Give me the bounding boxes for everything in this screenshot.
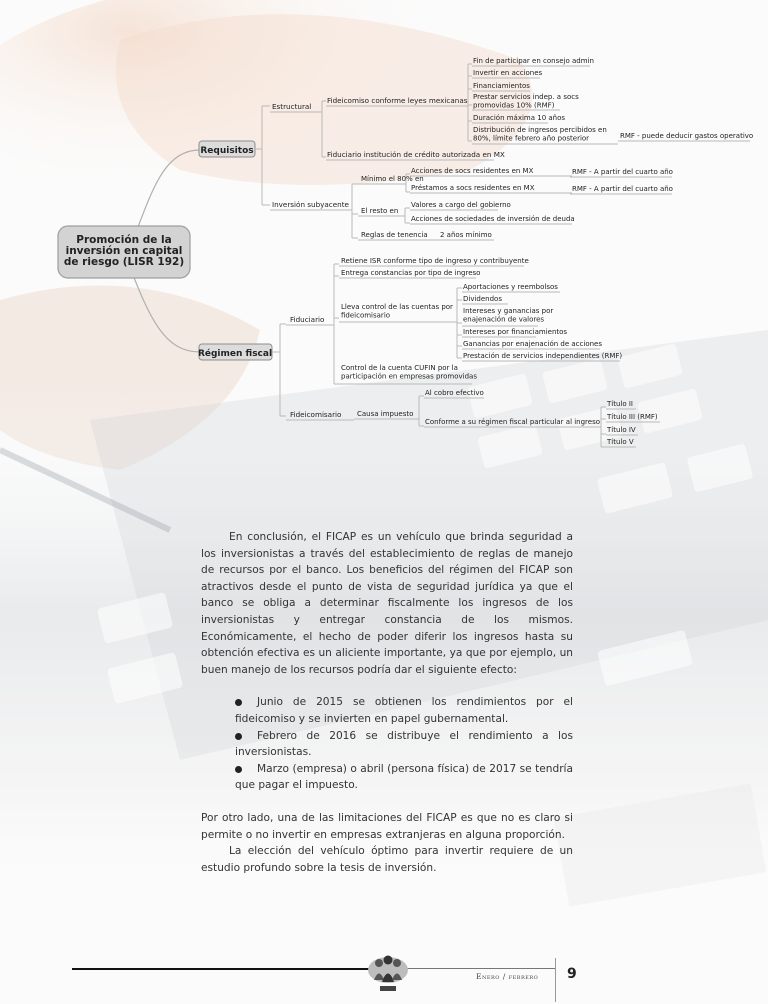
cuenta-item: Aportaciones y reembolsos	[463, 283, 558, 291]
titulo-item: Título IV	[607, 426, 636, 434]
dos-anos: 2 años mínimo	[440, 231, 492, 239]
resto-label: El resto en	[361, 207, 399, 215]
titulo-item: Título III (RMF)	[607, 413, 658, 421]
page-number: 9	[567, 966, 577, 982]
paragraph-limitaciones: Por otro lado, una de las limitaciones del FICAP es que no es claro si permite o no invertir en empresas extranjeras en alguna proporción.	[201, 811, 573, 841]
footer-rule-right	[405, 968, 555, 969]
estructural-item: Distribución de ingresos percibidos en 80%, límite febrero año posterior	[473, 126, 607, 143]
lleva-control: Lleva control de las cuentas por fideicomisario	[341, 303, 453, 320]
causa-impuesto: Causa impuesto	[357, 410, 414, 418]
root-label: Promoción de la inversión en capital de riesgo (LISR 192)	[63, 234, 185, 268]
rmf-cuarto-ano: RMF - A partir del cuarto año	[572, 185, 673, 193]
estructural-item: Invertir en acciones	[473, 69, 543, 77]
titulo-item: Título II	[607, 400, 633, 408]
bullet-icon	[235, 733, 242, 740]
cufin-control: Control de la cuenta CUFIN por la participación en empresas promovidas	[341, 364, 477, 381]
estructural-item: Fin de participar en consejo admin	[473, 57, 594, 65]
requisitos-label: Requisitos	[200, 146, 254, 156]
estructural-item: Financiamientos	[473, 82, 530, 90]
publisher-logo-icon	[366, 950, 410, 998]
minimo-label: Mínimo el 80% en	[361, 175, 424, 183]
regimen-label: Régimen fiscal	[197, 349, 273, 359]
inversion-label: Inversión subyacente	[272, 200, 349, 209]
bullet-item: Febrero de 2016 se distribuye el rendimiento a los inversionistas.	[235, 729, 573, 759]
estructural-label: Estructural	[272, 102, 312, 111]
rmf-note: RMF - puede deducir gastos operativo	[620, 132, 754, 140]
paragraph-conclusion: En conclusión, el FICAP es un vehículo que brinda seguridad a los inversionistas a través del establecimiento de reglas de manejo de recursos por el banco. Los beneficios del régimen del FICAP son atractivos desde el punto de vista de seguridad jurídica ya que el banco se obliga a determinar fiscalmente los ingresos de los inversionistas y entregar constancia de los mismos. Económicamente, el hecho de poder diferir los ingresos hasta su obtención efectiva es un aliciente importante, ya que por ejemplo, un buen manejo de los recursos podría dar el siguiente efecto:	[201, 531, 573, 676]
estructural-item: Duración máxima 10 años	[473, 114, 566, 122]
article-body	[201, 529, 573, 876]
entrega-constancias: Entrega constancias por tipo de ingreso	[341, 269, 481, 277]
footer-issue-label: Enero / febrero	[476, 972, 539, 981]
estructural-item: Prestar servicios indep. a socs promovidas 10% (RMF)	[473, 93, 579, 110]
acciones-deuda: Acciones de sociedades de inversión de deuda	[411, 215, 575, 223]
root-node	[58, 226, 190, 278]
paragraph-eleccion: La elección del vehículo óptimo para invertir requiere de un estudio profundo sobre la tesis de inversión.	[201, 845, 573, 874]
bullet-icon	[235, 766, 242, 773]
conforme-regimen: Conforme a su régimen fiscal particular al ingreso	[425, 418, 601, 426]
reglas-tenencia: Reglas de tenencia	[361, 231, 428, 239]
cuenta-item: Intereses y ganancias por enajenación de valores	[463, 307, 554, 324]
cobro-efectivo: Al cobro efectivo	[425, 389, 484, 397]
cuenta-item: Dividendos	[463, 295, 502, 303]
cuenta-item: Prestación de servicios independientes (RMF)	[463, 352, 623, 360]
footer-rule	[72, 968, 377, 970]
titulo-item: Título V	[607, 438, 634, 446]
fiduciario-autorizado: Fiduciario institución de crédito autorizada en MX	[327, 150, 505, 159]
mind-map	[0, 0, 768, 470]
fiduciario-label: Fiduciario	[290, 315, 325, 324]
acciones-mx: Acciones de socs residentes en MX	[411, 167, 534, 175]
fideicomiso-label: Fideicomiso conforme leyes mexicanas	[327, 96, 468, 105]
prestamos-mx: Préstamos a socs residentes en MX	[411, 184, 535, 192]
valores-gobierno: Valores a cargo del gobierno	[411, 201, 511, 209]
bullet-item: Marzo (empresa) o abril (persona física) de 2017 se tendría que pagar el impuesto.	[235, 762, 573, 792]
fideicomisario-label: Fideicomisario	[290, 410, 342, 419]
footer-divider	[555, 958, 556, 1002]
cuenta-item: Ganancias por enajenación de acciones	[463, 340, 602, 348]
bullet-item: Junio de 2015 se obtienen los rendimientos por el fideicomiso y se invierten en papel gubernamental.	[235, 696, 573, 725]
bullet-list	[201, 694, 573, 794]
retiene-isr: Retiene ISR conforme tipo de ingreso y contribuyente	[341, 257, 529, 265]
cuenta-item: Intereses por financiamientos	[463, 328, 568, 336]
bullet-icon	[235, 699, 242, 706]
rmf-cuarto-ano: RMF - A partir del cuarto año	[572, 168, 673, 176]
